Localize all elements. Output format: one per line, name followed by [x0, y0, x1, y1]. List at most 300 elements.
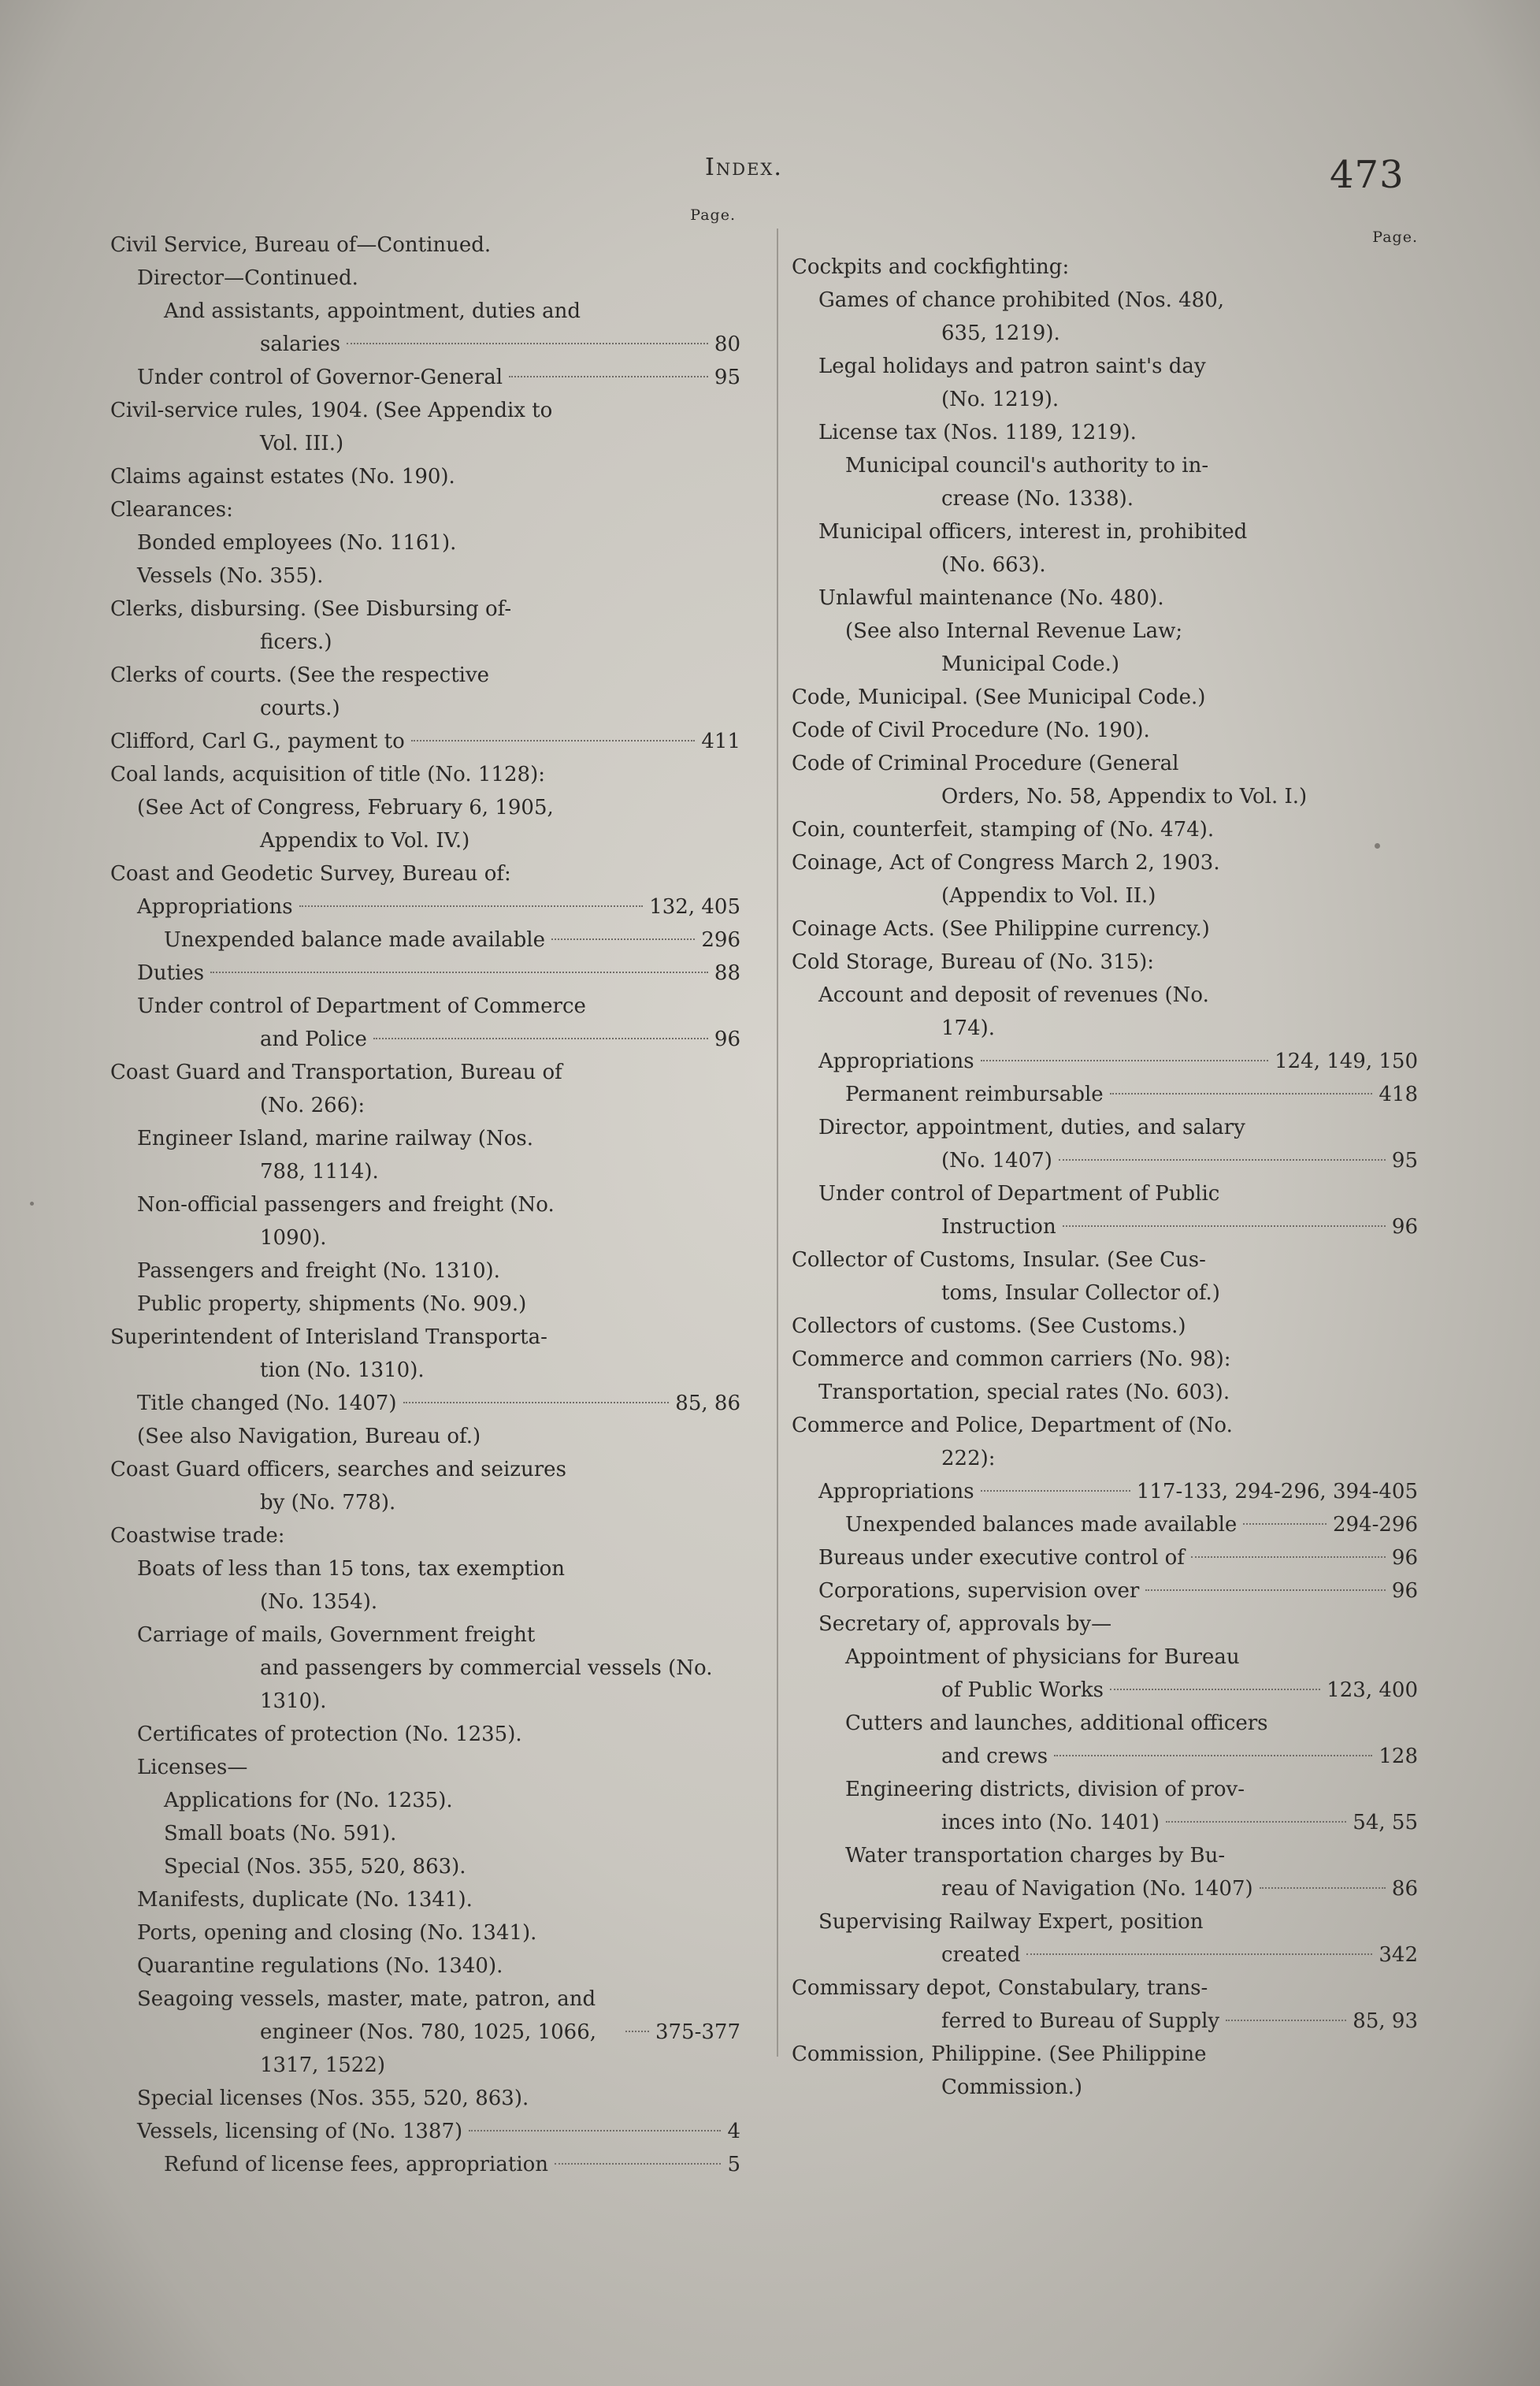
index-entry: [792, 1111, 1418, 1177]
entry-text: Appropriations: [818, 1050, 974, 1073]
index-entry: [110, 559, 740, 593]
entry-text: Engineer Island, marine railway (Nos.: [137, 1127, 533, 1150]
entry-text-block: [110, 1321, 740, 1387]
index-entry: [110, 890, 740, 924]
page-reference: 411: [701, 730, 740, 753]
entry-text: Civil-service rules, 1904. (See Appendix to: [110, 399, 553, 422]
entry-continuation-text: and Police: [260, 1028, 367, 1051]
index-entry: [110, 659, 740, 725]
leader-dots: [1059, 1159, 1386, 1161]
entry-continuation-text: engineer (Nos. 780, 1025, 1066, 1317, 1522): [260, 2020, 597, 2077]
page-reference: 123, 400: [1327, 1678, 1418, 1702]
page-reference: 375-377: [655, 2020, 740, 2044]
entry-continuation-text: Instruction: [941, 1215, 1056, 1239]
entry-continuation-text: (Appendix to Vol. II.): [941, 884, 1156, 908]
entry-text: Refund of license fees, appropriation: [164, 2153, 549, 2176]
index-entry: [110, 460, 740, 493]
entry-text: Engineering districts, division of prov-: [845, 1778, 1245, 1801]
index-entry: [792, 449, 1418, 515]
leader-dots: [1110, 1093, 1373, 1095]
page-reference: 96: [714, 1028, 740, 1051]
index-entry: [110, 1718, 740, 1751]
entry-text: Carriage of mails, Government freight: [137, 1623, 536, 1647]
page-reference: 54, 55: [1353, 1811, 1418, 1834]
page-reference: 4: [727, 2120, 740, 2143]
index-entry: [792, 1607, 1418, 1641]
entry-text-block: [818, 1905, 1418, 1972]
page-reference: 128: [1379, 1745, 1418, 1768]
left-column: [110, 206, 740, 2181]
leader-dots: [1226, 2020, 1346, 2021]
entry-continuation-text: toms, Insular Collector of.): [941, 1281, 1220, 1305]
entry-text: Municipal officers, interest in, prohibited: [818, 520, 1248, 544]
leader-dots: [1243, 1523, 1327, 1525]
index-entry: [110, 1817, 740, 1850]
index-entry: [792, 681, 1418, 714]
entry-text: Small boats (No. 591).: [164, 1822, 397, 1845]
entry-text: Permanent reimbursable: [845, 1083, 1104, 1106]
entry-text-block: [845, 615, 1418, 681]
index-entry: [110, 2082, 740, 2115]
entry-text: Licenses—: [137, 1756, 248, 1779]
entry-continuation: [818, 383, 1418, 416]
entry-text-block: [792, 1243, 1418, 1310]
entry-text: Coal lands, acquisition of title (No. 1128):: [110, 763, 545, 786]
entry-text: Non-official passengers and freight (No.: [137, 1193, 555, 1217]
entry-continuation-text: and passengers by commercial vessels (No. 1310).: [260, 1656, 713, 1713]
entry-text-block: [792, 747, 1418, 813]
index-entry: [110, 2148, 740, 2181]
entry-text: Collectors of customs. (See Customs.): [792, 1314, 1186, 1338]
entry-continuation-text: courts.): [260, 697, 340, 720]
index-entry: [792, 813, 1418, 846]
entry-continuation: [818, 548, 1418, 582]
leader-dots: [469, 2130, 721, 2131]
entry-text: Legal holidays and patron saint's day: [818, 355, 1206, 378]
entry-continuation: [110, 427, 740, 460]
index-entry: [110, 229, 740, 262]
entry-text: Coin, counterfeit, stamping of (No. 474).: [792, 818, 1215, 842]
leader-dots: [1191, 1556, 1386, 1558]
entry-text: Account and deposit of revenues (No.: [818, 983, 1209, 1007]
entry-text: Cockpits and cockfighting:: [792, 255, 1070, 279]
index-entry: [792, 1508, 1418, 1541]
entry-text: Applications for (No. 1235).: [164, 1789, 453, 1812]
leader-dots: [1260, 1887, 1386, 1889]
index-entry: [792, 1574, 1418, 1607]
entry-text-block: [110, 1453, 740, 1519]
entry-text-block: [137, 1188, 740, 1254]
page-reference: 418: [1379, 1083, 1418, 1106]
index-entry: [110, 1751, 740, 1784]
entry-text: Superintendent of Interisland Transporta-: [110, 1325, 547, 1349]
entry-continuation-text: (No. 1407): [941, 1149, 1052, 1173]
index-entry: [792, 1839, 1418, 1905]
index-entry: [110, 1188, 740, 1254]
entry-text: (See also Navigation, Bureau of.): [137, 1425, 481, 1448]
entry-text: Supervising Railway Expert, position: [818, 1910, 1204, 1934]
entry-continuation-text: Municipal Code.): [941, 652, 1120, 676]
index-entry: [110, 1387, 740, 1420]
entry-text: Bonded employees (No. 1161).: [137, 531, 457, 555]
index-entry: [110, 758, 740, 791]
entry-text: Public property, shipments (No. 909.): [137, 1292, 527, 1316]
index-entry: [110, 1056, 740, 1122]
entry-text: Clerks of courts. (See the respective: [110, 663, 490, 687]
entry-text: Quarantine regulations (No. 1340).: [137, 1954, 503, 1978]
running-title: Index.: [705, 154, 783, 181]
index-entry: [110, 791, 740, 857]
entry-continuation-text: and crews: [941, 1745, 1048, 1768]
entry-text: Seagoing vessels, master, mate, patron, and: [137, 1987, 596, 2011]
leader-dots: [981, 1490, 1130, 1492]
entry-text: Collector of Customs, Insular. (See Cus-: [792, 1248, 1206, 1272]
entry-continuation-text: created: [941, 1943, 1021, 1967]
index-entry: [110, 1552, 740, 1619]
entry-text-block: [818, 350, 1418, 416]
entry-text: License tax (Nos. 1189, 1219).: [818, 421, 1137, 444]
entry-text: Boats of less than 15 tons, tax exemption: [137, 1557, 566, 1581]
entry-continuation-text: (No. 1219).: [941, 388, 1059, 411]
index-entry: [792, 1972, 1418, 2038]
entry-text: Code of Civil Procedure (No. 190).: [792, 719, 1150, 742]
index-entry: [792, 1343, 1418, 1376]
page-reference: 342: [1379, 1943, 1418, 1967]
leader-dots: [509, 376, 708, 377]
right-entries: [792, 251, 1418, 2104]
leader-dots: [1026, 1953, 1372, 1955]
page-reference: 96: [1391, 1546, 1418, 1570]
entry-text: Clifford, Carl G., payment to: [110, 730, 405, 753]
index-entry: [110, 990, 740, 1056]
entry-continuation: [818, 1938, 1418, 1972]
index-entry: [792, 416, 1418, 449]
entry-text: Appropriations: [137, 895, 293, 919]
index-entry: [110, 593, 740, 659]
entry-text-block: [845, 1773, 1418, 1839]
entry-text: Water transportation charges by Bu-: [845, 1844, 1226, 1868]
index-entry: [792, 2038, 1418, 2104]
leader-dots: [555, 2163, 721, 2165]
entry-text: Cold Storage, Bureau of (No. 315):: [792, 950, 1155, 974]
leader-dots: [373, 1038, 708, 1039]
entry-continuation: [137, 1221, 740, 1254]
index-entry: [792, 946, 1418, 979]
entry-text-block: [845, 449, 1418, 515]
entry-continuation: [137, 824, 740, 857]
entry-continuation-text: 174).: [941, 1016, 996, 1040]
index-entry: [792, 1641, 1418, 1707]
index-entry: [792, 747, 1418, 813]
index-entry: [792, 1243, 1418, 1310]
entry-text-block: [164, 295, 740, 361]
entry-text: Passengers and freight (No. 1310).: [137, 1259, 500, 1283]
entry-text: Unexpended balance made available: [164, 928, 545, 952]
index-entry: [792, 1905, 1418, 1972]
index-entry: [792, 1707, 1418, 1773]
entry-text: Commission, Philippine. (See Philippine: [792, 2042, 1207, 2066]
page-reference: 296: [701, 928, 740, 952]
index-entry: [792, 615, 1418, 681]
leader-dots: [981, 1060, 1269, 1061]
left-entries: [110, 229, 740, 2181]
entry-text: Vessels (No. 355).: [137, 564, 324, 588]
index-entry: [792, 714, 1418, 747]
entry-continuation: [792, 1442, 1418, 1475]
page-reference: 85, 86: [675, 1392, 740, 1415]
entry-continuation: [110, 626, 740, 659]
entry-continuation-text: 788, 1114).: [260, 1160, 379, 1184]
entry-continuation: [845, 1740, 1418, 1773]
page-reference: 132, 405: [649, 895, 740, 919]
entry-continuation: [110, 692, 740, 725]
leader-dots: [347, 343, 708, 344]
entry-continuation-text: Orders, No. 58, Appendix to Vol. I.): [941, 785, 1308, 808]
page-reference: 96: [1391, 1215, 1418, 1239]
entry-text-block: [845, 1839, 1418, 1905]
entry-continuation-text: by (No. 778).: [260, 1491, 396, 1514]
entry-text: Coinage Acts. (See Philippine currency.): [792, 917, 1210, 941]
index-entry: [110, 1883, 740, 1916]
page-reference: 117-133, 294-296, 394-405: [1136, 1480, 1418, 1503]
entry-continuation-text: 222):: [941, 1447, 996, 1470]
index-entry: [110, 526, 740, 559]
entry-text: Ports, opening and closing (No. 1341).: [137, 1921, 537, 1945]
entry-text-block: [818, 1177, 1418, 1243]
leader-dots: [403, 1402, 670, 1403]
entry-continuation-text: of Public Works: [941, 1678, 1104, 1702]
index-entry: [792, 979, 1418, 1045]
entry-text: Commissary depot, Constabulary, trans-: [792, 1976, 1208, 2000]
entry-continuation-text: reau of Navigation (No. 1407): [941, 1877, 1253, 1901]
entry-text: Commerce and common carriers (No. 98):: [792, 1347, 1231, 1371]
index-entry: [792, 1078, 1418, 1111]
leader-dots: [1054, 1755, 1372, 1756]
index-entry: [792, 1045, 1418, 1078]
index-entry: [110, 1916, 740, 1949]
entry-text: Appropriations: [818, 1480, 974, 1503]
entry-text-block: [792, 2038, 1418, 2104]
entry-text: Claims against estates (No. 190).: [110, 465, 455, 489]
entry-text-block: [818, 515, 1418, 582]
entry-continuation: [845, 1674, 1418, 1707]
entry-text-block: [110, 593, 740, 659]
entry-continuation: [845, 482, 1418, 515]
entry-text: Code, Municipal. (See Municipal Code.): [792, 686, 1206, 709]
index-entry: [110, 1850, 740, 1883]
page-reference: 96: [1391, 1579, 1418, 1603]
entry-text-block: [137, 1552, 740, 1619]
entry-text: Corporations, supervision over: [818, 1579, 1140, 1603]
entry-continuation: [137, 2016, 740, 2082]
page-reference: 88: [714, 961, 740, 985]
index-entry: [110, 1983, 740, 2082]
entry-text: Civil Service, Bureau of—Continued.: [110, 233, 492, 257]
entry-text-block: [137, 1619, 740, 1718]
index-entry: [110, 1288, 740, 1321]
entry-continuation: [845, 648, 1418, 681]
entry-continuation: [110, 1089, 740, 1122]
index-entry: [792, 846, 1418, 912]
page-reference: 95: [1391, 1149, 1418, 1173]
leader-dots: [551, 938, 695, 940]
index-entry: [110, 295, 740, 361]
entry-continuation: [164, 328, 740, 361]
page-number: 473: [1330, 153, 1405, 197]
index-entry: [110, 361, 740, 394]
entry-continuation-text: tion (No. 1310).: [260, 1358, 425, 1382]
entry-text: Manifests, duplicate (No. 1341).: [137, 1888, 473, 1912]
entry-text-block: [792, 846, 1418, 912]
page-reference: 86: [1391, 1877, 1418, 1901]
entry-text: Transportation, special rates (No. 603).: [818, 1381, 1230, 1404]
entry-text: Clerks, disbursing. (See Disbursing of-: [110, 597, 512, 621]
entry-continuation-text: salaries: [260, 333, 341, 356]
entry-text: Coastwise trade:: [110, 1524, 285, 1548]
entry-text: Coast Guard officers, searches and seizures: [110, 1458, 566, 1481]
entry-text: Coast and Geodetic Survey, Bureau of:: [110, 862, 511, 886]
page-header: [0, 0, 1540, 197]
entry-text: Under control of Department of Commerce: [137, 994, 586, 1018]
index-entry: [110, 1420, 740, 1453]
entry-text: Appointment of physicians for Bureau: [845, 1645, 1240, 1669]
entry-text: Director—Continued.: [137, 266, 358, 290]
entry-continuation-text: Appendix to Vol. IV.): [260, 829, 470, 853]
entry-continuation-text: Commission.): [941, 2076, 1082, 2099]
entry-text: Games of chance prohibited (Nos. 480,: [818, 288, 1225, 312]
index-entry: [792, 582, 1418, 615]
entry-continuation: [792, 879, 1418, 912]
entry-continuation-text: ficers.): [260, 630, 332, 654]
column-divider: [777, 229, 778, 2057]
entry-text: (See Act of Congress, February 6, 1905,: [137, 796, 554, 819]
entry-text-block: [110, 394, 740, 460]
entry-continuation: [792, 780, 1418, 813]
index-entry: [110, 493, 740, 526]
entry-text: Code of Criminal Procedure (General: [792, 752, 1179, 775]
entry-continuation: [845, 1872, 1418, 1905]
entry-continuation: [137, 1652, 740, 1718]
index-entry: [792, 1409, 1418, 1475]
page-reference: 80: [714, 333, 740, 356]
entry-text: (See also Internal Revenue Law;: [845, 619, 1183, 643]
entry-continuation: [137, 1023, 740, 1056]
entry-text-block: [792, 1409, 1418, 1475]
index-entry: [110, 1784, 740, 1817]
right-page-column-label: Page.: [1372, 229, 1418, 246]
right-column: [792, 206, 1418, 2104]
entry-continuation: [792, 1277, 1418, 1310]
entry-continuation: [792, 2071, 1418, 2104]
index-entry: [792, 251, 1418, 284]
index-entry: [110, 394, 740, 460]
ink-spot: [1375, 843, 1380, 849]
index-entry: [110, 924, 740, 957]
entry-text: Clearances:: [110, 498, 233, 522]
entry-text: Coast Guard and Transportation, Bureau of: [110, 1061, 562, 1084]
entry-text-block: [110, 1056, 740, 1122]
index-entry: [792, 1773, 1418, 1839]
entry-text: Commerce and Police, Department of (No.: [792, 1414, 1233, 1437]
entry-continuation: [818, 1012, 1418, 1045]
entry-text: Special (Nos. 355, 520, 863).: [164, 1855, 466, 1879]
index-entry: [792, 1541, 1418, 1574]
entry-continuation-text: 635, 1219).: [941, 321, 1060, 345]
entry-continuation-text: 1090).: [260, 1226, 327, 1250]
entry-text: Unexpended balances made available: [845, 1513, 1238, 1537]
entry-text: Under control of Governor-General: [137, 366, 503, 389]
index-entry: [110, 1453, 740, 1519]
leader-dots: [1145, 1589, 1386, 1591]
entry-text: Certificates of protection (No. 1235).: [137, 1723, 522, 1746]
index-entry: [110, 1519, 740, 1552]
leader-dots: [299, 905, 644, 907]
entry-text-block: [818, 979, 1418, 1045]
leader-dots: [411, 740, 696, 741]
entry-text: Municipal council's authority to in-: [845, 454, 1209, 478]
entry-text-block: [845, 1641, 1418, 1707]
entry-continuation: [818, 1210, 1418, 1243]
ink-spot: [30, 1202, 34, 1206]
leader-dots: [210, 972, 708, 973]
entry-continuation: [792, 2005, 1418, 2038]
leader-dots: [1110, 1689, 1320, 1690]
leader-dots: [1063, 1225, 1386, 1227]
leader-dots: [1166, 1821, 1346, 1823]
index-entry: [110, 1619, 740, 1718]
entry-text: Cutters and launches, additional officers: [845, 1711, 1268, 1735]
entry-text: Duties: [137, 961, 205, 985]
entry-continuation-text: crease (No. 1338).: [941, 487, 1134, 511]
entry-text: Bureaus under executive control of: [818, 1546, 1185, 1570]
entry-continuation: [845, 1806, 1418, 1839]
entry-text-block: [845, 1707, 1418, 1773]
entry-text-block: [137, 1122, 740, 1188]
index-entry: [792, 1376, 1418, 1409]
index-entry: [792, 1177, 1418, 1243]
entry-text: Secretary of, approvals by—: [818, 1612, 1112, 1636]
entry-text: Under control of Department of Public: [818, 1182, 1220, 1206]
entry-text: Special licenses (Nos. 355, 520, 863).: [137, 2087, 529, 2110]
entry-continuation-text: (No. 663).: [941, 553, 1046, 577]
entry-text: Unlawful maintenance (No. 480).: [818, 586, 1164, 610]
index-entry: [110, 262, 740, 295]
entry-continuation: [137, 1155, 740, 1188]
index-entry: [110, 857, 740, 890]
entry-continuation: [818, 317, 1418, 350]
entry-text: Title changed (No. 1407): [137, 1392, 397, 1415]
entry-continuation: [818, 1144, 1418, 1177]
entry-text: And assistants, appointment, duties and: [164, 299, 581, 323]
entry-continuation-text: (No. 1354).: [260, 1590, 378, 1614]
entry-text-block: [818, 1111, 1418, 1177]
index-entry: [110, 1949, 740, 1983]
entry-continuation-text: Vol. III.): [260, 432, 344, 455]
index-entry: [110, 1122, 740, 1188]
entry-text: Coinage, Act of Congress March 2, 1903.: [792, 851, 1220, 875]
entry-text-block: [137, 1983, 740, 2082]
entry-text: Vessels, licensing of (No. 1387): [137, 2120, 463, 2143]
index-entry: [792, 284, 1418, 350]
index-entry: [110, 725, 740, 758]
entry-continuation: [110, 1486, 740, 1519]
left-page-column-label: Page.: [690, 206, 736, 224]
index-entry: [792, 350, 1418, 416]
page-reference: 294-296: [1332, 1513, 1418, 1537]
entry-text: Director, appointment, duties, and salary: [818, 1116, 1245, 1139]
index-entry: [110, 1254, 740, 1288]
entry-text-block: [137, 791, 740, 857]
